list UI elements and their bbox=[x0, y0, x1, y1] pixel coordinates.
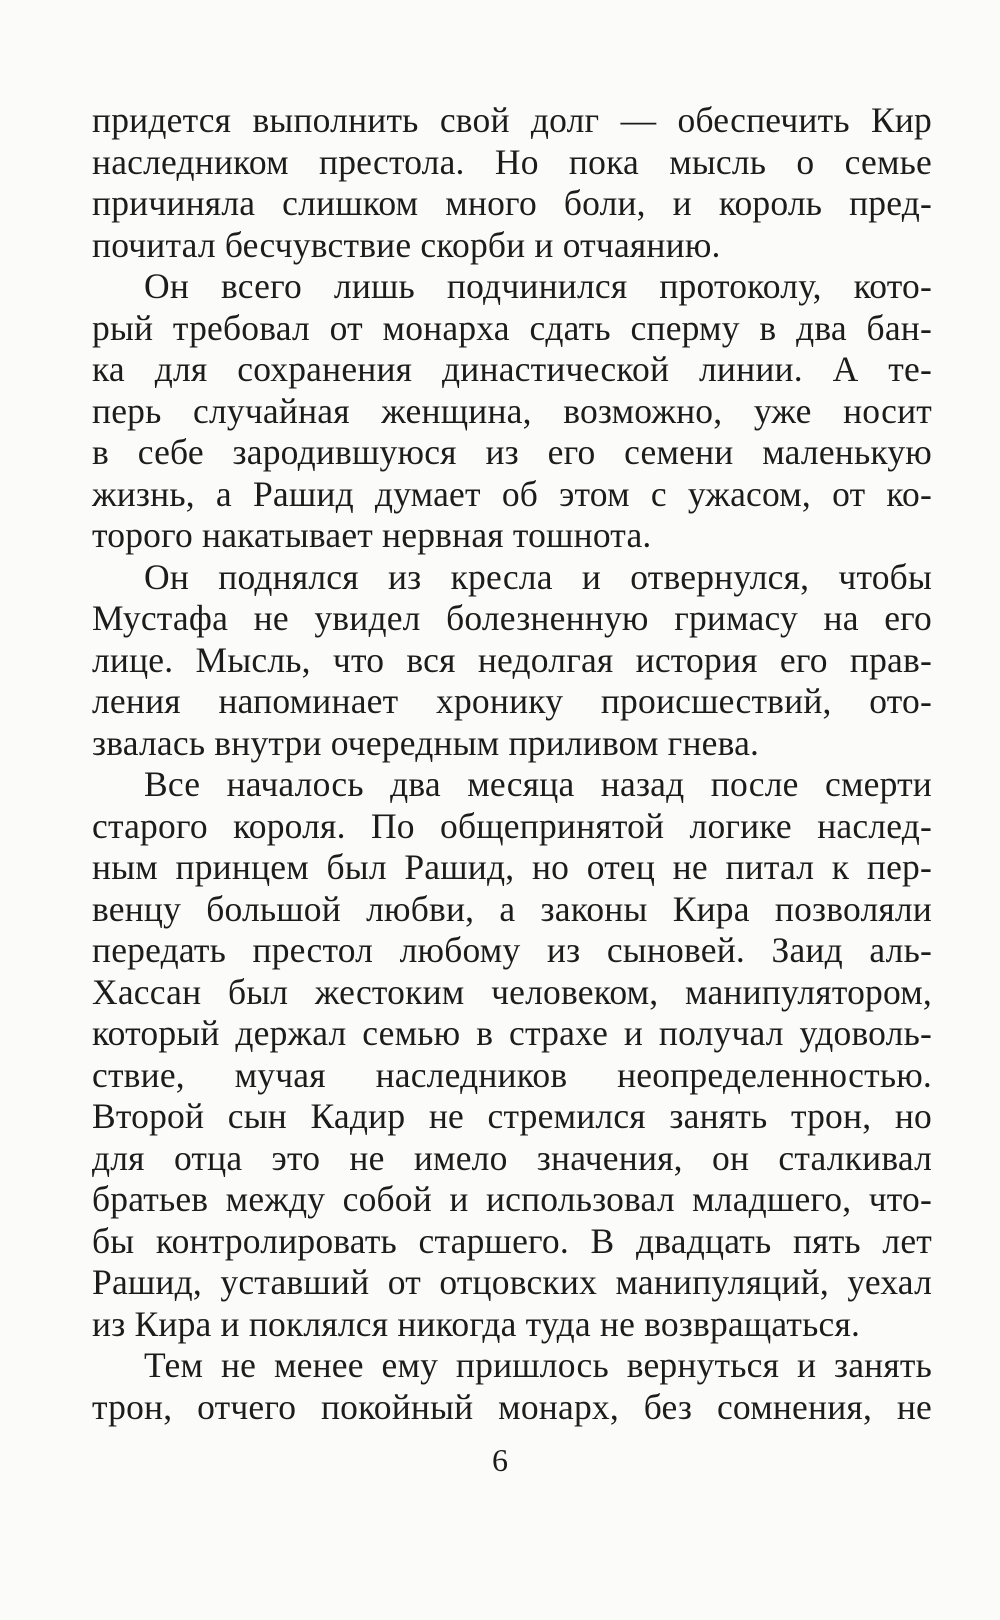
text-line: ным принцем был Рашид, но отец не питал к пер- bbox=[92, 847, 932, 887]
text-line: Хассан был жестоким человеком, манипулятором, bbox=[92, 971, 932, 1012]
text-line: ствие, мучая наследников неопределенностью. bbox=[92, 1054, 932, 1095]
text-line: жизнь, а Рашид думает об этом с ужасом, от ко- bbox=[92, 473, 932, 514]
text-line: Тем не менее ему пришлось вернуться и занять bbox=[144, 1345, 932, 1385]
text-line: Он поднялся из кресла и отвернулся, чтобы bbox=[144, 556, 932, 597]
text-line: причиняла слишком много боли, и король пред- bbox=[92, 183, 932, 223]
text-line: ка для сохранения династической линии. А те- bbox=[92, 349, 932, 389]
text-line: из Кира и поклялся никогда туда не возвращаться. bbox=[92, 1303, 861, 1344]
page-number: 6 bbox=[492, 1442, 508, 1478]
text-line: в себе зародившуюся из его семени маленькую bbox=[92, 432, 932, 472]
paragraph-1 bbox=[92, 100, 932, 266]
text-line: почитал бесчувствие скорби и отчаянию. bbox=[92, 224, 721, 265]
text-line: Второй сын Кадир не стремился занять трон, но bbox=[92, 1096, 932, 1136]
text-line: Мустафа не увидел болезненную гримасу на его bbox=[92, 598, 932, 638]
text-line: Он всего лишь подчинился протоколу, кото- bbox=[144, 266, 932, 306]
text-line: ления напоминает хронику происшествий, ото- bbox=[92, 681, 932, 721]
text-line: который держал семью в страхе и получал удоволь- bbox=[92, 1013, 932, 1053]
text-line: наследником престола. Но пока мысль о семье bbox=[92, 141, 932, 182]
text-line: перь случайная женщина, возможно, уже носит bbox=[92, 390, 932, 431]
body-text bbox=[92, 100, 932, 1428]
text-line: звалась внутри очередным приливом гнева. bbox=[92, 722, 760, 763]
text-line: венцу большой любви, а законы Кира позволяли bbox=[92, 888, 932, 929]
text-line: для отца это не имело значения, он сталкивал bbox=[92, 1137, 932, 1178]
text-line: трон, отчего покойный монарх, без сомнения, не bbox=[92, 1386, 932, 1427]
paragraph-3 bbox=[92, 557, 932, 765]
text-line: торого накатывает нервная тошнота. bbox=[92, 515, 652, 555]
paragraph-2 bbox=[92, 266, 932, 557]
text-line: старого короля. По общепринятой логике наслед- bbox=[92, 805, 932, 846]
paragraph-4 bbox=[92, 764, 932, 1345]
text-line: Все началось два месяца назад после смерти bbox=[144, 764, 932, 804]
text-line: братьев между собой и использовал младшего, что- bbox=[92, 1179, 932, 1219]
text-line: передать престол любому из сыновей. Заид аль- bbox=[92, 930, 932, 970]
text-line: придется выполнить свой долг — обеспечить Кир bbox=[92, 100, 932, 140]
text-line: рый требовал от монарха сдать сперму в два бан- bbox=[92, 307, 932, 348]
text-line: бы контролировать старшего. В двадцать пять лет bbox=[92, 1220, 932, 1261]
paragraph-5 bbox=[92, 1345, 932, 1428]
text-line: Рашид, уставший от отцовских манипуляций, уехал bbox=[92, 1262, 932, 1302]
text-line: лице. Мысль, что вся недолгая история его прав- bbox=[92, 639, 932, 680]
